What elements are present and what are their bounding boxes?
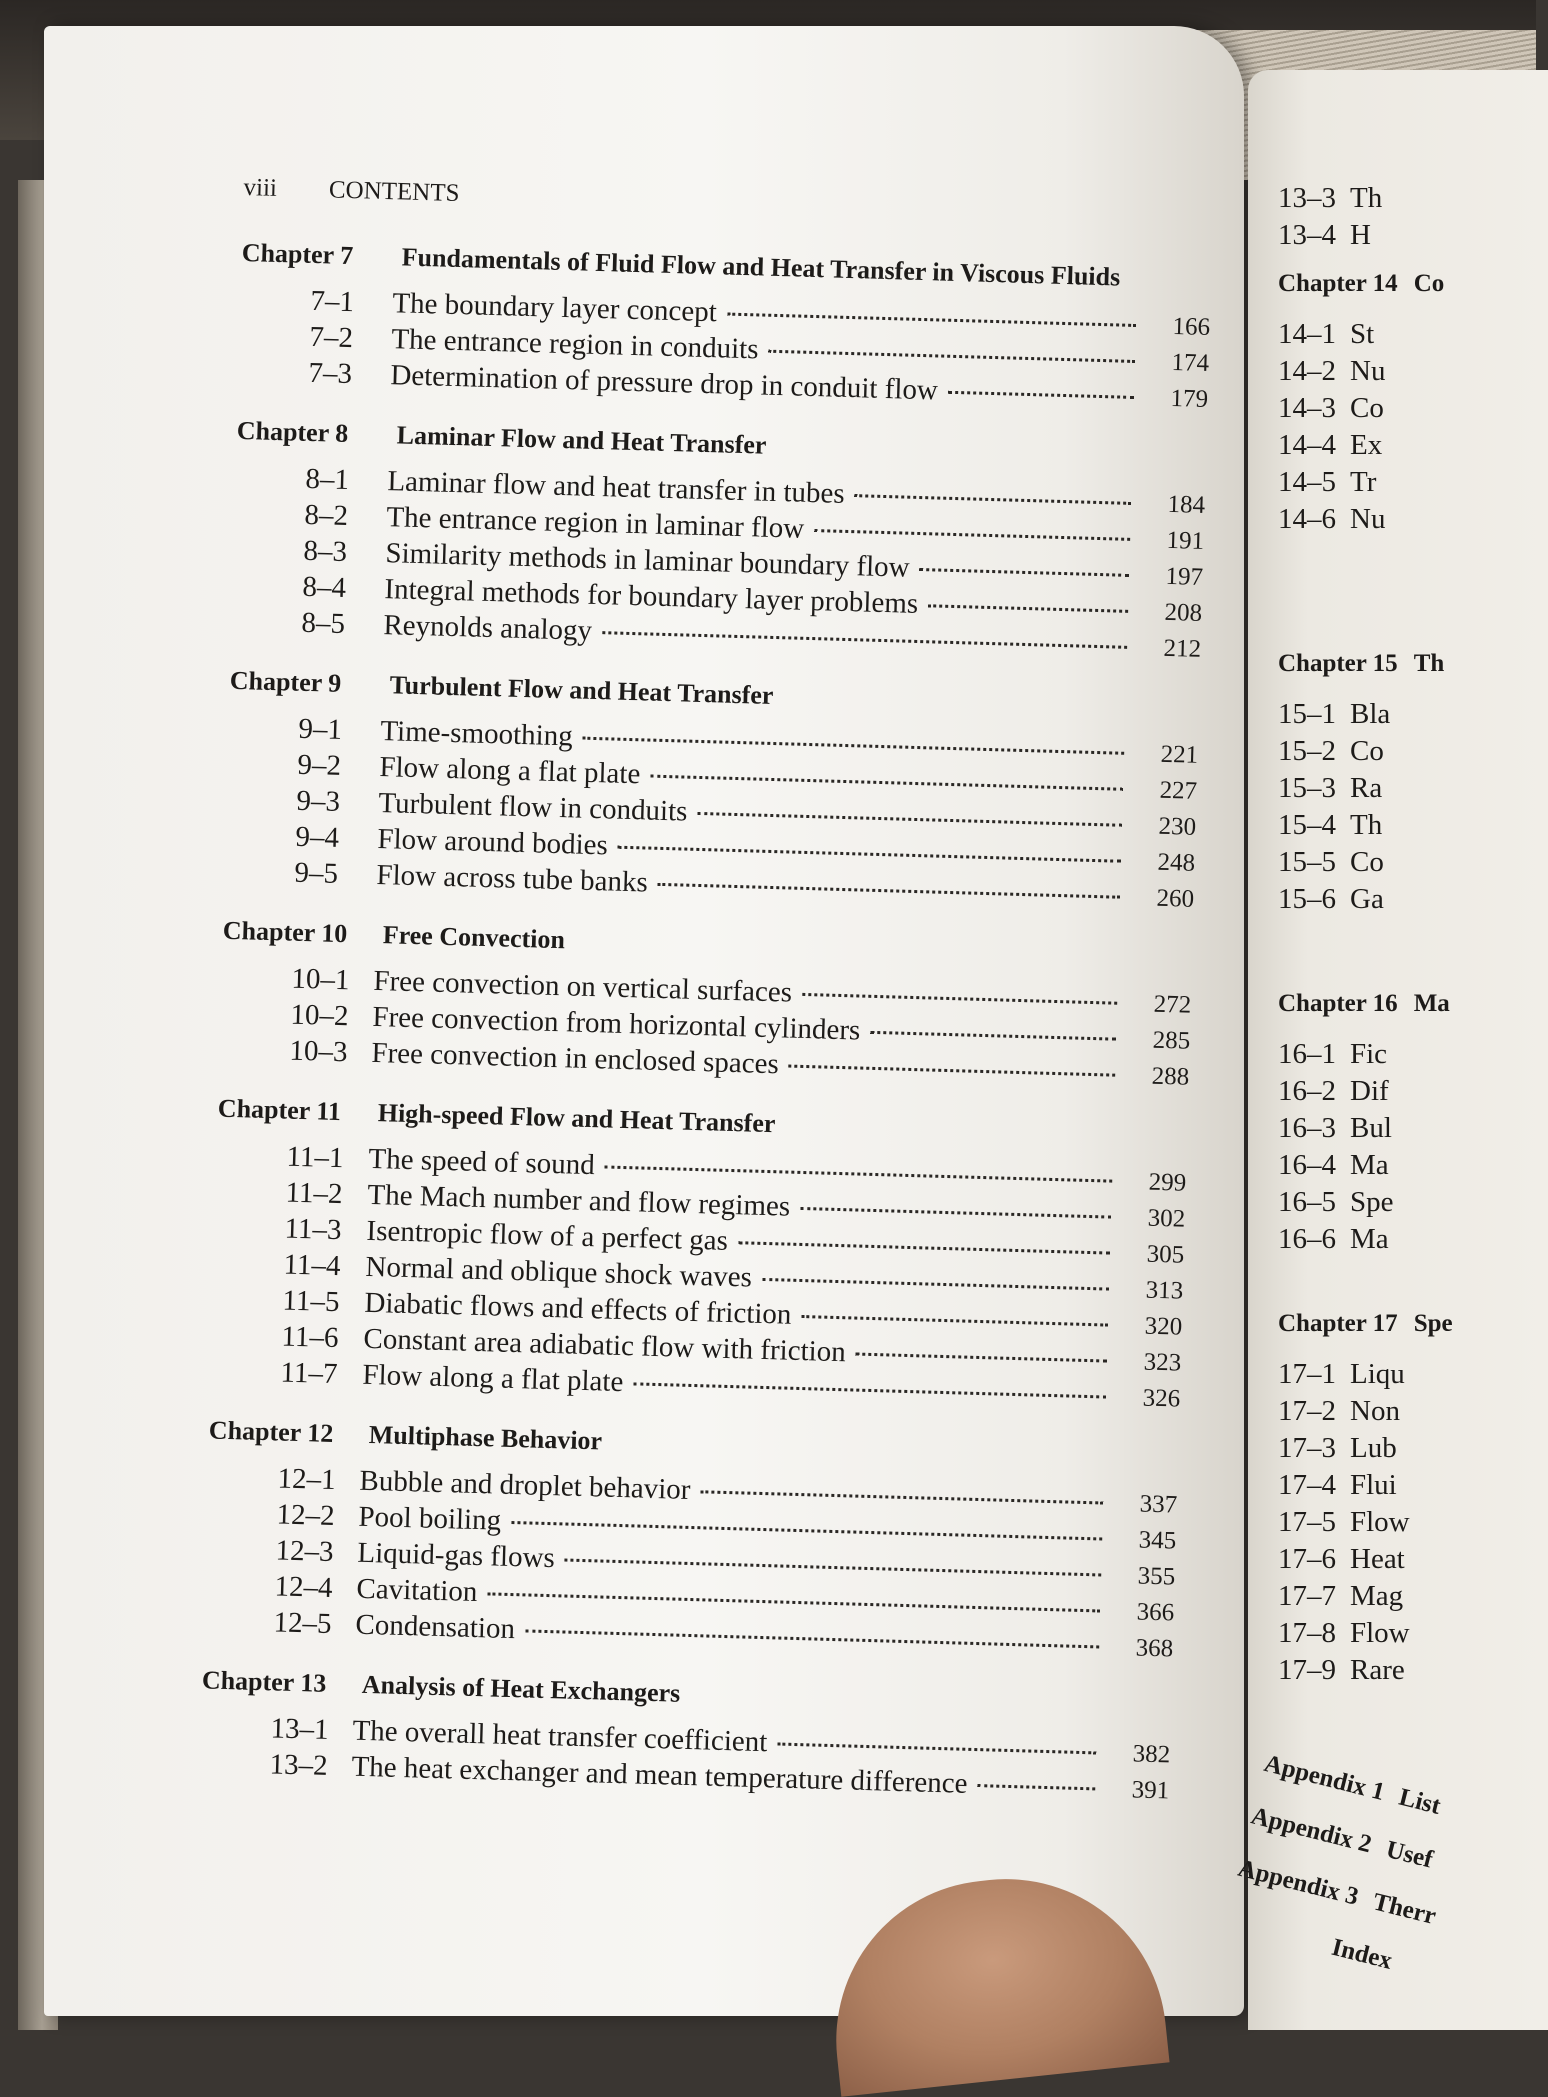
- section-title: Flow along a flat plate: [362, 1358, 624, 1399]
- section-number: 13–1: [270, 1712, 330, 1746]
- chapter-label: Chapter 10: [222, 915, 348, 949]
- section-title: Mag: [1350, 1580, 1404, 1612]
- dot-leader: [870, 1031, 1116, 1041]
- dot-leader: [802, 993, 1117, 1005]
- section-number: 7–3: [308, 356, 353, 391]
- section-page: 184: [1167, 490, 1206, 519]
- section-title: Spe: [1350, 1186, 1394, 1218]
- section-number: 10–1: [291, 962, 350, 997]
- section-title: Similarity methods in laminar boundary flow: [385, 537, 911, 584]
- section-number: 16–5: [1278, 1186, 1336, 1218]
- appendix-title: List: [1396, 1783, 1444, 1820]
- toc-entry: [1278, 464, 1444, 501]
- section-title: Laminar flow and heat transfer in tubes: [387, 465, 846, 510]
- dot-leader: [565, 1558, 1102, 1576]
- section-number: 12–2: [276, 1498, 336, 1533]
- section-number: 14–5: [1278, 466, 1336, 498]
- section-number: 15–6: [1278, 883, 1336, 915]
- dot-leader: [602, 631, 1127, 649]
- section-title: Diabatic flows and effects of friction: [364, 1286, 792, 1331]
- chapter-label: Chapter 8: [236, 415, 349, 449]
- section-number: 17–5: [1278, 1506, 1336, 1538]
- chapter-label: Chapter 14: [1278, 270, 1398, 297]
- toc-entry: [1278, 427, 1444, 464]
- section-page: 320: [1144, 1312, 1183, 1341]
- section-number: 13–3: [1278, 182, 1336, 214]
- section-number: 9–3: [296, 784, 341, 818]
- toc-entry: [1278, 501, 1444, 538]
- section-number: 8–1: [305, 462, 350, 497]
- section-title: Flow across tube banks: [376, 858, 649, 899]
- section-title: Isentropic flow of a perfect gas: [366, 1214, 729, 1257]
- section-title: Ra: [1350, 772, 1383, 804]
- section-title: The entrance region in conduits: [390, 323, 759, 366]
- dot-leader: [511, 1521, 1102, 1541]
- chapter-title: Fundamentals of Fluid Flow and Heat Transfer in Viscous Fluids: [401, 242, 1121, 292]
- dot-leader: [605, 1165, 1113, 1182]
- right-appendices: [1222, 1750, 1465, 1983]
- toc-entry: [1278, 1184, 1450, 1221]
- section-number: 12–1: [277, 1462, 337, 1497]
- section-title: Condensation: [355, 1608, 516, 1646]
- section-title: Flow: [1350, 1506, 1410, 1538]
- section-number: 16–2: [1278, 1075, 1336, 1107]
- dot-leader: [977, 1784, 1095, 1790]
- section-title: Free convection in enclosed spaces: [371, 1036, 780, 1081]
- section-title: The Mach number and flow regimes: [367, 1178, 791, 1223]
- section-page: 368: [1135, 1634, 1174, 1663]
- toc-entry: [1278, 1036, 1450, 1073]
- dot-leader: [948, 391, 1134, 399]
- section-number: 12–5: [273, 1606, 332, 1641]
- chapter-title: Free Convection: [382, 920, 566, 955]
- section-number: 13–4: [1278, 219, 1336, 251]
- dot-leader: [633, 1382, 1106, 1398]
- section-number: 14–3: [1278, 392, 1336, 424]
- section-title: The speed of sound: [368, 1142, 596, 1182]
- section-title: Co: [1350, 392, 1384, 424]
- section-title: St: [1350, 318, 1375, 350]
- section-page: 313: [1145, 1276, 1184, 1305]
- right-chapter-16: [1278, 990, 1450, 1258]
- chapter: [231, 416, 1207, 667]
- chapter-heading: [1278, 650, 1444, 678]
- section-page: 197: [1165, 562, 1204, 591]
- section-title: H: [1350, 219, 1371, 251]
- section-number: 17–6: [1278, 1543, 1336, 1575]
- section-number: 14–6: [1278, 503, 1336, 535]
- dot-leader: [738, 1241, 1110, 1254]
- section-number: 8–3: [303, 534, 348, 569]
- section-title: Bul: [1350, 1112, 1392, 1144]
- chapter-title: Spe: [1413, 1310, 1453, 1337]
- toc-entry: [1278, 1430, 1453, 1467]
- chapter-label: Chapter 7: [241, 237, 354, 271]
- section-page: 248: [1157, 848, 1196, 877]
- section-title: Turbulent flow in conduits: [378, 787, 688, 828]
- section-number: 14–4: [1278, 429, 1336, 461]
- section-title: Reynolds analogy: [383, 609, 593, 647]
- section-title: Lub: [1350, 1432, 1397, 1464]
- toc-entry: [1278, 1110, 1450, 1147]
- section-title: Bubble and droplet behavior: [359, 1464, 691, 1506]
- toc-entry: [1278, 180, 1382, 217]
- page-number: viii: [243, 174, 278, 202]
- section-title: Co: [1350, 735, 1384, 767]
- toc-entry: [1278, 733, 1444, 770]
- chapter-list: [199, 238, 1212, 1808]
- section-number: 16–1: [1278, 1038, 1336, 1070]
- dot-leader: [855, 494, 1132, 505]
- section-title: Cavitation: [356, 1572, 478, 1609]
- section-title: The overall heat transfer coefficient: [352, 1714, 768, 1759]
- section-page: 285: [1152, 1026, 1191, 1055]
- section-title: Bla: [1350, 698, 1391, 730]
- section-number: 9–1: [298, 712, 343, 746]
- dot-leader: [789, 1065, 1115, 1077]
- dot-leader: [583, 737, 1125, 755]
- right-chapter-17: [1278, 1310, 1453, 1689]
- section-number: 17–4: [1278, 1469, 1336, 1501]
- section-number: 9–5: [294, 856, 339, 890]
- chapter-label: Chapter 17: [1278, 1310, 1398, 1337]
- toc-entry: [1278, 390, 1444, 427]
- dot-leader: [487, 1592, 1100, 1612]
- section-page: 391: [1131, 1776, 1170, 1805]
- section-number: 17–7: [1278, 1580, 1336, 1612]
- section-title: Normal and oblique shock waves: [365, 1250, 753, 1294]
- section-title: Determination of pressure drop in conduit flow: [389, 359, 939, 407]
- toc-entry: [1278, 1393, 1453, 1430]
- toc-entry: [1278, 1652, 1453, 1689]
- section-title: Constant area adiabatic flow with friction: [363, 1322, 847, 1369]
- section-title: The heat exchanger and mean temperature difference: [351, 1750, 968, 1800]
- toc-entry: [1278, 217, 1382, 254]
- section-page: 272: [1153, 990, 1192, 1019]
- appendix-title: Usef: [1383, 1836, 1436, 1874]
- toc-entry: [1278, 353, 1444, 390]
- section-page: 260: [1156, 884, 1195, 913]
- chapter-title: Co: [1413, 270, 1445, 297]
- section-page: 305: [1146, 1240, 1185, 1269]
- dot-leader: [697, 812, 1122, 827]
- section-title: Fic: [1350, 1038, 1388, 1070]
- section-number: 17–9: [1278, 1654, 1336, 1686]
- section-page: 221: [1160, 740, 1199, 769]
- section-number: 10–2: [290, 998, 349, 1033]
- chapter: [224, 666, 1200, 917]
- section-number: 9–4: [295, 820, 340, 854]
- dot-leader: [800, 1207, 1111, 1219]
- dot-leader: [928, 604, 1128, 613]
- chapter-label: Chapter 15: [1278, 650, 1398, 677]
- section-title: Ga: [1350, 883, 1384, 915]
- toc-entry: [1278, 1467, 1453, 1504]
- section-title: Flui: [1350, 1469, 1397, 1501]
- section-number: 11–6: [281, 1320, 339, 1355]
- section-page: 174: [1171, 348, 1210, 378]
- section-title: Time-smoothing: [380, 715, 574, 753]
- section-number: 15–5: [1278, 846, 1336, 878]
- dot-leader: [700, 1490, 1103, 1504]
- right-page: [1235, 70, 1548, 2030]
- toc-entry: [1278, 1147, 1450, 1184]
- toc-entry: [1278, 316, 1444, 353]
- chapter-heading: [1278, 270, 1444, 298]
- right-top-entries: [1278, 180, 1382, 254]
- chapter: [210, 1094, 1188, 1417]
- section-number: 7–1: [310, 284, 355, 319]
- section-number: 11–4: [283, 1248, 341, 1283]
- section-number: 17–8: [1278, 1617, 1336, 1649]
- right-chapter-14: [1278, 270, 1444, 538]
- chapter-label: Chapter 11: [217, 1093, 342, 1127]
- chapter-heading: [1278, 990, 1450, 1018]
- chapter-heading: [1278, 1310, 1453, 1338]
- dot-leader: [801, 1315, 1108, 1327]
- section-page: 191: [1166, 526, 1205, 555]
- section-number: 15–2: [1278, 735, 1336, 767]
- section-number: 15–1: [1278, 698, 1336, 730]
- section-title: The entrance region in laminar flow: [386, 501, 805, 545]
- section-title: Co: [1350, 846, 1384, 878]
- section-title: Integral methods for boundary layer problems: [384, 573, 919, 620]
- section-number: 14–2: [1278, 355, 1336, 387]
- section-title: Free convection on vertical surfaces: [373, 964, 793, 1009]
- section-page: 227: [1159, 776, 1198, 805]
- dot-leader: [814, 529, 1130, 541]
- dot-leader: [856, 1353, 1108, 1363]
- section-number: 16–6: [1278, 1223, 1336, 1255]
- dot-leader: [762, 1278, 1109, 1291]
- toc-entry: [1278, 1356, 1453, 1393]
- section-page: 323: [1143, 1348, 1182, 1377]
- table-of-contents: [198, 174, 1213, 1834]
- section-page: 299: [1148, 1168, 1187, 1197]
- chapter-title: Multiphase Behavior: [368, 1419, 603, 1456]
- dot-leader: [768, 350, 1135, 363]
- appendix-label: Appendix 2: [1248, 1802, 1375, 1859]
- toc-entry: [1278, 881, 1444, 918]
- section-title: Heat: [1350, 1543, 1405, 1575]
- section-page: 288: [1151, 1062, 1190, 1091]
- toc-entry: [1278, 1615, 1453, 1652]
- toc-entry: [1278, 1221, 1450, 1258]
- section-title: Non: [1350, 1395, 1400, 1427]
- section-page: 230: [1158, 812, 1197, 841]
- section-number: 13–2: [269, 1748, 329, 1782]
- section-number: 11–5: [282, 1284, 340, 1319]
- dot-leader: [525, 1629, 1099, 1648]
- chapter-title: Turbulent Flow and Heat Transfer: [389, 670, 774, 710]
- section-number: 14–1: [1278, 318, 1336, 350]
- chapter-label: Chapter 16: [1278, 990, 1398, 1017]
- chapter-label: Chapter 12: [208, 1415, 334, 1448]
- section-number: 11–3: [284, 1212, 342, 1247]
- section-title: Ma: [1350, 1149, 1389, 1181]
- section-number: 15–3: [1278, 772, 1336, 804]
- section-number: 11–1: [286, 1140, 344, 1175]
- toc-entry: [1278, 1504, 1453, 1541]
- section-page: 382: [1132, 1740, 1171, 1769]
- toc-entry: [1278, 844, 1444, 881]
- section-number: 16–3: [1278, 1112, 1336, 1144]
- section-title: Nu: [1350, 503, 1386, 535]
- section-title: Th: [1350, 809, 1383, 841]
- section-number: 9–2: [297, 748, 342, 782]
- section-number: 11–2: [285, 1176, 343, 1211]
- chapter-title: Laminar Flow and Heat Transfer: [396, 420, 767, 460]
- section-page: 345: [1138, 1526, 1177, 1555]
- section-page: 208: [1164, 598, 1203, 627]
- section-number: 8–2: [304, 498, 349, 533]
- section-title: Pool boiling: [358, 1500, 502, 1537]
- section-page: 166: [1172, 312, 1211, 342]
- toc-entry: [1278, 770, 1444, 807]
- section-number: 8–5: [301, 606, 346, 640]
- appendix-label: Appendix 3: [1235, 1854, 1362, 1911]
- section-title: Liqu: [1350, 1358, 1405, 1390]
- section-title: Liquid-gas flows: [357, 1536, 556, 1575]
- section-title: Th: [1350, 182, 1383, 214]
- section-title: Ma: [1350, 1223, 1389, 1255]
- dot-leader: [920, 568, 1130, 577]
- toc-entry: [1278, 1073, 1450, 1110]
- section-number: 12–3: [275, 1534, 335, 1569]
- section-number: 17–1: [1278, 1358, 1336, 1390]
- chapter-title: High-speed Flow and Heat Transfer: [377, 1098, 776, 1139]
- dot-leader: [777, 1743, 1096, 1755]
- right-chapter-15: [1278, 650, 1444, 918]
- section-number: 11–7: [280, 1356, 338, 1391]
- chapter-title: Th: [1413, 650, 1445, 677]
- section-number: 12–4: [274, 1570, 333, 1605]
- appendix-title: Therr: [1370, 1888, 1439, 1931]
- section-number: 8–4: [302, 570, 347, 605]
- toc-entry: [1278, 1578, 1453, 1615]
- section-page: 302: [1147, 1204, 1186, 1233]
- section-page: 355: [1137, 1562, 1176, 1591]
- appendix-label: Appendix 1: [1261, 1750, 1388, 1806]
- toc-entry: [1278, 696, 1444, 733]
- chapter-label: Chapter 13: [201, 1665, 327, 1698]
- section-number: 17–2: [1278, 1395, 1336, 1427]
- section-number: 7–2: [309, 320, 354, 355]
- chapter: [238, 238, 1212, 417]
- toc-entry: [1278, 1541, 1453, 1578]
- index-label: Index: [1329, 1933, 1395, 1975]
- section-title: Ex: [1350, 429, 1383, 461]
- chapter: [219, 916, 1193, 1095]
- section-page: 179: [1170, 384, 1209, 414]
- dot-leader: [727, 313, 1136, 327]
- section-title: The boundary layer concept: [392, 287, 718, 329]
- page-title: CONTENTS: [328, 176, 460, 208]
- section-title: Dif: [1350, 1075, 1389, 1107]
- section-page: 366: [1136, 1598, 1175, 1627]
- section-title: Nu: [1350, 355, 1386, 387]
- section-page: 337: [1139, 1490, 1178, 1519]
- chapter-label: Chapter 9: [229, 665, 342, 698]
- chapter-title: Analysis of Heat Exchangers: [361, 1669, 681, 1708]
- section-number: 17–3: [1278, 1432, 1336, 1464]
- section-number: 16–4: [1278, 1149, 1336, 1181]
- section-number: 10–3: [289, 1034, 348, 1069]
- section-title: Flow: [1350, 1617, 1410, 1649]
- dot-leader: [650, 775, 1123, 791]
- running-head: [243, 174, 1213, 229]
- chapter-title: Ma: [1413, 990, 1450, 1017]
- section-page: 326: [1142, 1384, 1181, 1413]
- left-page: [44, 26, 1244, 2016]
- section-title: Flow around bodies: [377, 822, 609, 862]
- chapter: [203, 1416, 1179, 1667]
- chapter: [199, 1665, 1172, 1808]
- section-title: Free convection from horizontal cylinders: [372, 1000, 861, 1047]
- section-title: Rare: [1350, 1654, 1405, 1686]
- section-number: 15–4: [1278, 809, 1336, 841]
- section-page: 212: [1163, 634, 1202, 663]
- toc-entry: [1278, 807, 1444, 844]
- dot-leader: [618, 846, 1122, 863]
- section-title: Tr: [1350, 466, 1377, 498]
- dot-leader: [658, 883, 1120, 899]
- section-title: Flow along a flat plate: [379, 751, 641, 791]
